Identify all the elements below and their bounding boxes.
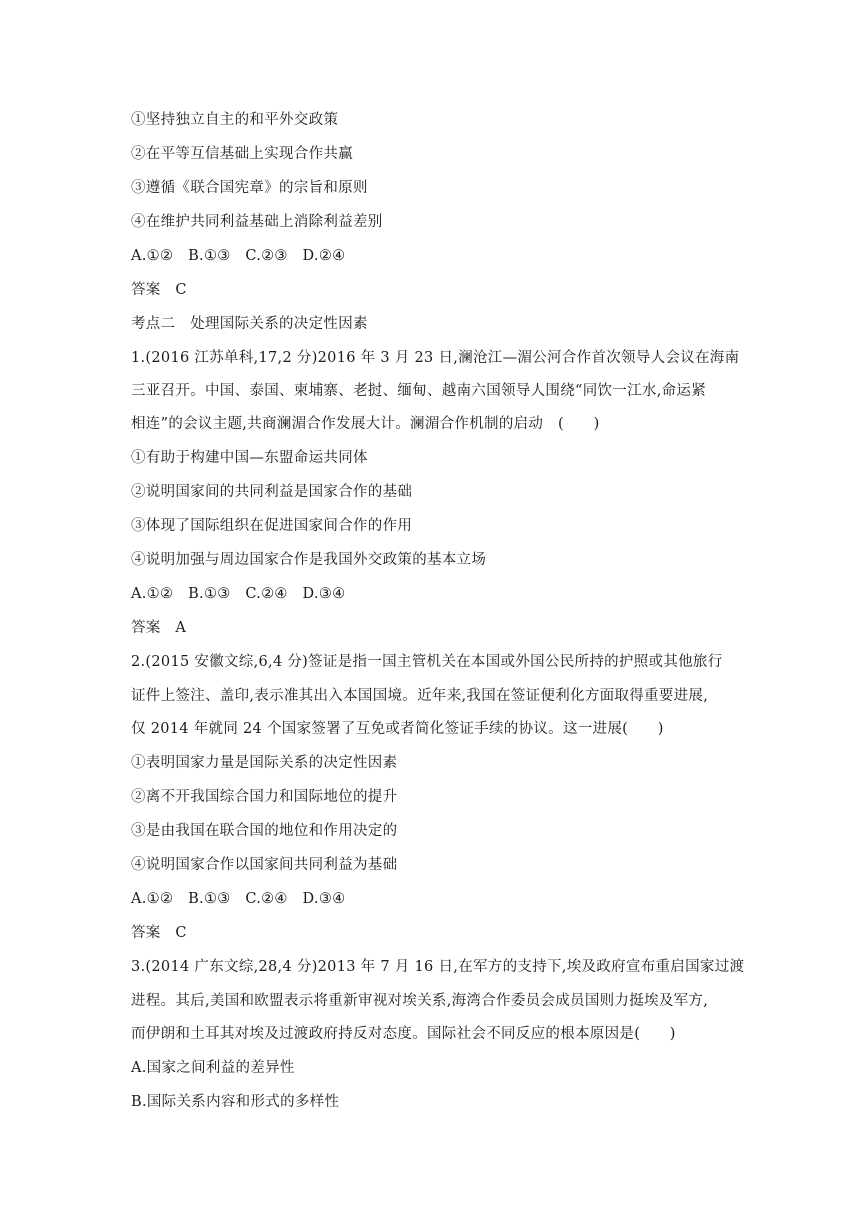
choice-line: A.①② B.①③ C.②④ D.③④: [131, 586, 346, 602]
answer-line: 答案 C: [131, 282, 187, 298]
option-line: ④说明国家合作以国家间共同利益为基础: [131, 857, 398, 873]
answer-line: 答案 A: [131, 620, 187, 636]
option-line: ③体现了国际组织在促进国家间合作的作用: [131, 518, 413, 534]
question-text: 证件上签注、盖印,表示准其出入本国国境。近年来,我国在签证便利化方面取得重要进展,: [131, 688, 709, 704]
option-line: ①有助于构建中国—东盟命运共同体: [131, 450, 368, 466]
question-text: 三亚召开。中国、泰国、柬埔寨、老挝、缅甸、越南六国领导人围绕“同饮一江水,命运紧: [131, 383, 707, 399]
option-line: ④在维护共同利益基础上消除利益差别: [131, 214, 383, 230]
question-text: 3.(2014 广东文综,28,4 分)2013 年 7 月 16 日,在军方的支持下,埃及政府宣布重启国家过渡: [131, 959, 745, 975]
option-line: ①坚持独立自主的和平外交政策: [131, 112, 339, 128]
question-text: 而伊朗和土耳其对埃及过渡政府持反对态度。国际社会不同反应的根本原因是( ): [131, 1026, 676, 1042]
question-text: 进程。其后,美国和欧盟表示将重新审视对埃关系,海湾合作委员会成员国则力挺埃及军方,: [131, 993, 709, 1009]
question-text: 仅 2014 年就同 24 个国家签署了互免或者简化签证手续的协议。这一进展( ): [131, 721, 664, 737]
option-line: ②离不开我国综合国力和国际地位的提升: [131, 789, 398, 805]
option-line: ①表明国家力量是国际关系的决定性因素: [131, 755, 398, 771]
question-text: 2.(2015 安徽文综,6,4 分)签证是指一国主管机关在本国或外国公民所持的护照或其他旅行: [131, 654, 723, 670]
option-line: ②说明国家间的共同利益是国家合作的基础: [131, 484, 413, 500]
choice-line: A.①② B.①③ C.②③ D.②④: [131, 248, 346, 264]
question-text: 1.(2016 江苏单科,17,2 分)2016 年 3 月 23 日,澜沧江—湄公河合作首次领导人会议在海南: [131, 350, 740, 366]
option-line: ③遵循《联合国宪章》的宗旨和原则: [131, 180, 368, 196]
option-line: B.国际关系内容和形式的多样性: [131, 1094, 340, 1110]
option-line: ④说明加强与周边国家合作是我国外交政策的基本立场: [131, 552, 487, 568]
answer-line: 答案 C: [131, 925, 187, 941]
choice-line: A.①② B.①③ C.②④ D.③④: [131, 891, 346, 907]
section-heading: 考点二 处理国际关系的决定性因素: [131, 316, 368, 332]
option-line: ②在平等互信基础上实现合作共赢: [131, 146, 353, 162]
question-text: 相连”的会议主题,共商澜湄合作发展大计。澜湄合作机制的启动 ( ): [131, 416, 600, 432]
option-line: ③是由我国在联合国的地位和作用决定的: [131, 823, 398, 839]
option-line: A.国家之间利益的差异性: [131, 1060, 295, 1076]
